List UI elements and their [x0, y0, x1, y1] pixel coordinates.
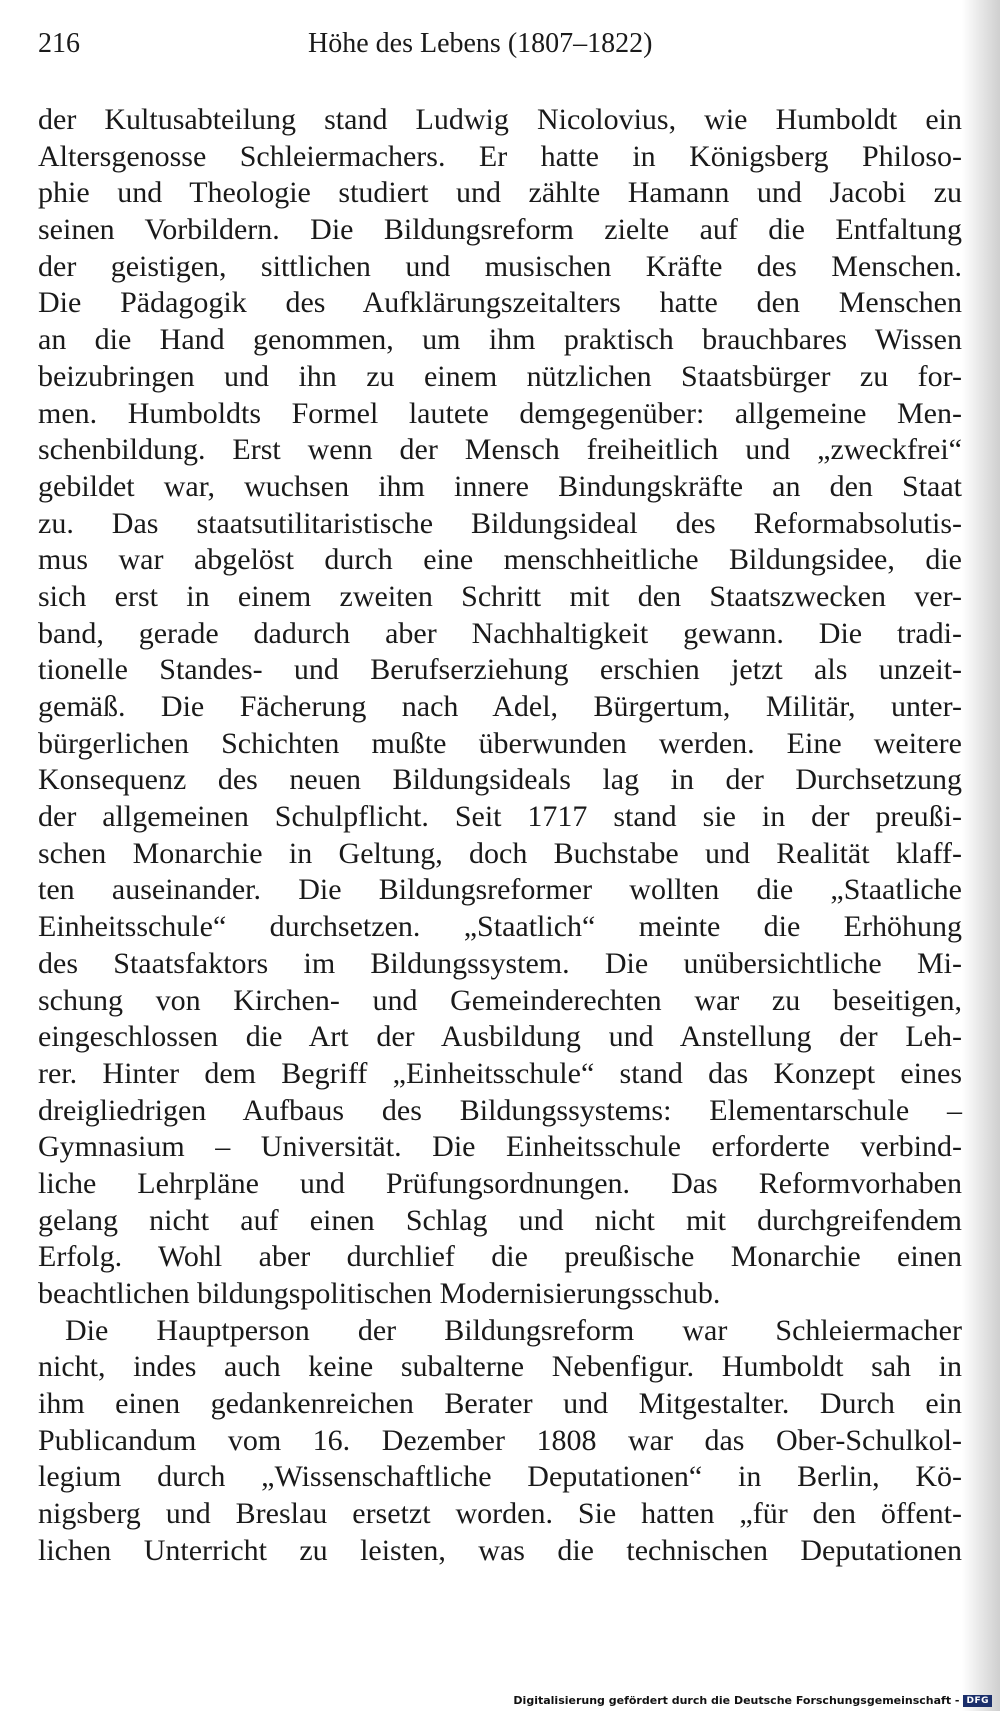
- paragraph: [38, 1313, 962, 1570]
- text-line: Die Pädagogik des Aufklärungszeitalters hatte den Menschen: [38, 286, 962, 320]
- text-line: schenbildung. Erst wenn der Mensch freiheitlich und „zweckfrei“: [38, 433, 962, 467]
- dfg-logo: DFG: [963, 1695, 992, 1707]
- text-line: gemäß. Die Fächerung nach Adel, Bürgertum, Militär, unter-: [38, 690, 962, 723]
- text-line: eingeschlossen die Art der Ausbildung und Anstellung der Leh-: [38, 1020, 962, 1054]
- text-line: bürgerlichen Schichten mußte überwunden werden. Eine weitere: [38, 726, 962, 760]
- text-line: schen Monarchie in Geltung, doch Buchstabe und Realität klaff-: [38, 836, 962, 870]
- text-line: Die Hauptperson der Bildungsreform war Schleiermacher: [65, 1313, 962, 1347]
- text-line: an die Hand genommen, um ihm praktisch brauchbares Wissen: [38, 323, 962, 357]
- text-line: men. Humboldts Formel lautete demgegenüber: allgemeine Men-: [38, 396, 962, 430]
- page-number: 216: [38, 28, 80, 59]
- text-line: gelang nicht auf einen Schlag und nicht mit durchgreifendem: [38, 1203, 962, 1237]
- text-line: Publicandum vom 16. Dezember 1808 war das Ober-Schulkol-: [38, 1423, 962, 1457]
- body-text: [38, 102, 962, 1570]
- text-line: Einheitsschule“ durchsetzen. „Staatlich“ meinte die Erhöhung: [38, 910, 962, 944]
- text-line: band, gerade dadurch aber Nachhaltigkeit gewann. Die tradi-: [38, 616, 962, 650]
- text-line: nicht, indes auch keine subalterne Nebenfigur. Humboldt sah in: [38, 1350, 962, 1384]
- text-line: gebildet war, wuchsen ihm innere Bindungskräfte an den Staat: [38, 469, 962, 503]
- text-line: Altersgenosse Schleiermachers. Er hatte in Königsberg Philoso-: [38, 139, 962, 173]
- text-line: phie und Theologie studiert und zählte Hamann und Jacobi zu: [38, 176, 962, 210]
- text-line: dreigliedrigen Aufbaus des Bildungssystems: Elementarschule –: [38, 1093, 962, 1127]
- page-header: [38, 28, 950, 68]
- text-line: seinen Vorbildern. Die Bildungsreform zielte auf die Entfaltung: [38, 213, 962, 247]
- text-line: der geistigen, sittlichen und musischen Kräfte des Menschen.: [38, 249, 962, 283]
- text-line: legium durch „Wissenschaftliche Deputationen“ in Berlin, Kö-: [38, 1460, 962, 1494]
- text-line: des Staatsfaktors im Bildungssystem. Die unübersichtliche Mi-: [38, 946, 962, 980]
- text-line: beachtlichen bildungspolitischen Modernisierungsschub.: [38, 1277, 721, 1310]
- text-line: sich erst in einem zweiten Schritt mit den Staatszwecken ver-: [38, 579, 962, 613]
- text-line: Konsequenz des neuen Bildungsideals lag in der Durchsetzung: [38, 763, 962, 797]
- text-line: der allgemeinen Schulpflicht. Seit 1717 stand sie in der preußi-: [38, 800, 962, 834]
- paragraph: [38, 102, 962, 1313]
- text-line: Erfolg. Wohl aber durchlief die preußische Monarchie einen: [38, 1240, 962, 1274]
- page-edge-shadow: [962, 0, 1000, 1711]
- text-line: ten auseinander. Die Bildungsreformer wollten die „Staatliche: [38, 873, 962, 907]
- text-line: rer. Hinter dem Begriff „Einheitsschule“ stand das Konzept eines: [38, 1056, 962, 1090]
- text-line: nigsberg und Breslau ersetzt worden. Sie hatten „für den öffent-: [38, 1497, 962, 1531]
- text-line: Gymnasium – Universität. Die Einheitsschule erforderte verbind-: [38, 1130, 962, 1164]
- text-line: ihm einen gedankenreichen Berater und Mitgestalter. Durch ein: [38, 1387, 962, 1421]
- text-line: der Kultusabteilung stand Ludwig Nicolovius, wie Humboldt ein: [38, 103, 962, 136]
- text-line: mus war abgelöst durch eine menschheitliche Bildungsidee, die: [38, 543, 962, 577]
- text-line: tionelle Standes- und Berufserziehung erschien jetzt als unzeit-: [38, 653, 962, 687]
- footer: [513, 1694, 992, 1707]
- text-line: liche Lehrpläne und Prüfungsordnungen. Das Reformvorhaben: [38, 1166, 962, 1200]
- digitization-note: Digitalisierung gefördert durch die Deutsche Forschungsgemeinschaft -: [513, 1694, 960, 1707]
- text-line: schung von Kirchen- und Gemeinderechten war zu beseitigen,: [38, 983, 962, 1017]
- text-line: beizubringen und ihn zu einem nützlichen Staatsbürger zu for-: [38, 359, 962, 393]
- text-line: zu. Das staatsutilitaristische Bildungsideal des Reformabsolutis-: [38, 506, 962, 540]
- running-head: Höhe des Lebens (1807–1822): [308, 28, 653, 59]
- text-line: lichen Unterricht zu leisten, was die technischen Deputationen: [38, 1533, 962, 1567]
